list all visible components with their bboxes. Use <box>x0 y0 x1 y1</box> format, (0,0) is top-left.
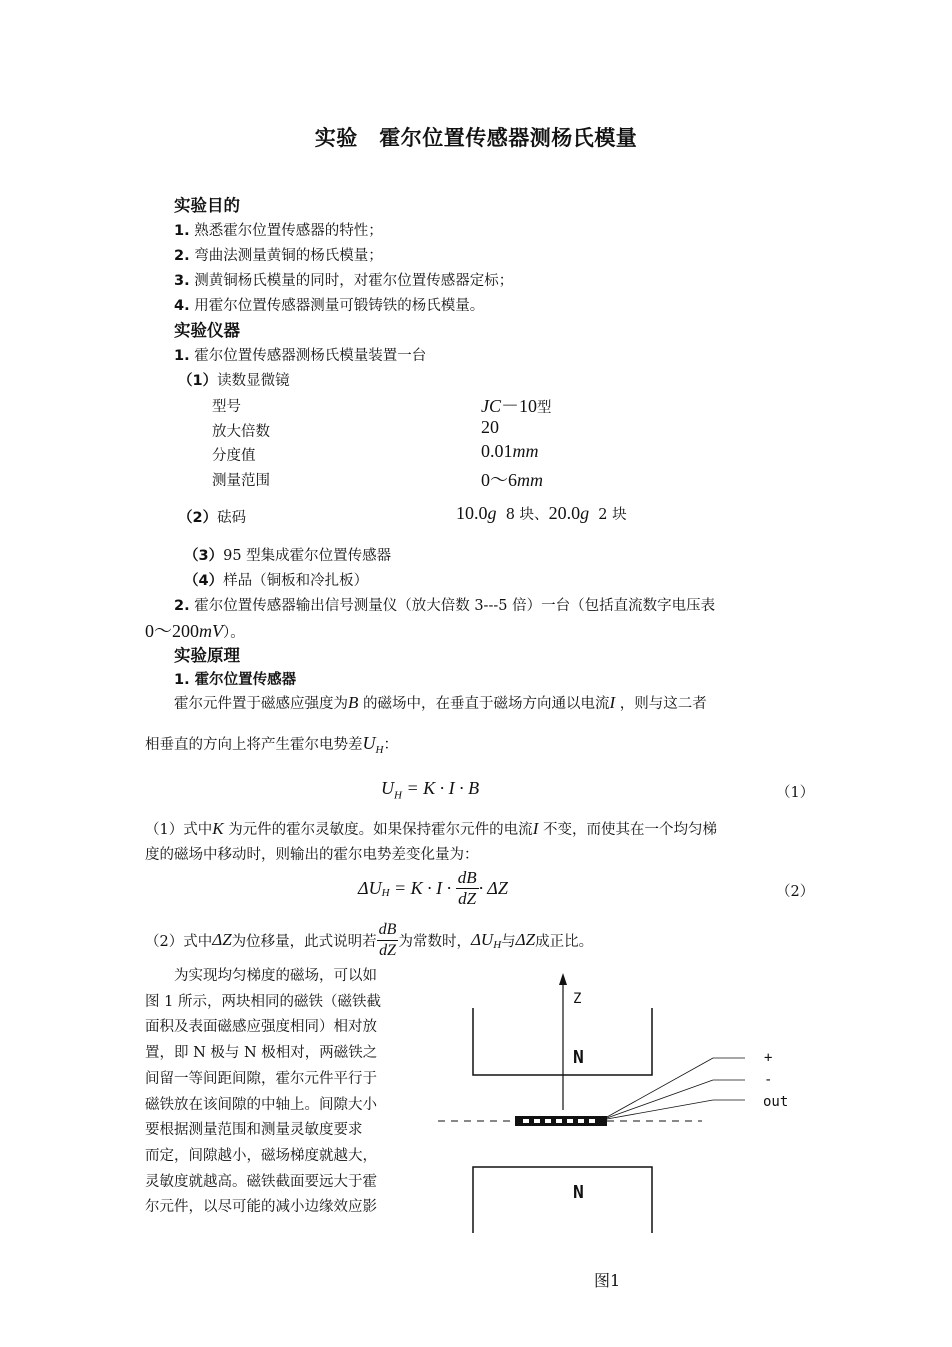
equation-1: $U_H = K \cdot I \cdot B$ <box>381 778 480 802</box>
magnet-bottom-label: N <box>573 1182 584 1203</box>
spec-value: 20 <box>481 417 499 437</box>
wire-out-label: out <box>763 1094 789 1110</box>
wire-minus-label: - <box>764 1072 773 1088</box>
page-title: 实验 霍尔位置传感器测杨氏模量 <box>314 126 638 150</box>
equation-number: （2） <box>776 884 815 900</box>
heading-instruments: 实验仪器 <box>174 321 240 340</box>
spec-label: 测量范围 <box>212 473 270 489</box>
instrument-item-2-cont: 0～200mV）。 <box>145 621 245 641</box>
figure-hall-magnets <box>430 965 810 1240</box>
heading-purpose: 实验目的 <box>174 196 240 215</box>
spec-value: 0～6mm <box>481 470 543 490</box>
magnet-bottom <box>473 1167 652 1233</box>
wire-plus-label: + <box>764 1050 773 1066</box>
instrument-sub-2: （2）砝码 <box>178 510 247 526</box>
z-axis-arrow-icon <box>559 973 567 985</box>
instrument-sub-4: （4）样品（铜板和冷扎板） <box>184 573 369 589</box>
subheading-hall-sensor: 1. 霍尔位置传感器 <box>174 672 297 688</box>
purpose-item: 1. 熟悉霍尔位置传感器的特性； <box>174 223 383 239</box>
instrument-item-1: 1. 霍尔位置传感器测杨氏模量装置一台 <box>174 348 427 364</box>
spec-label: 分度值 <box>212 448 256 464</box>
spec-label: 型号 <box>212 399 241 415</box>
principle-paragraph: 度的磁场中移动时，则输出的霍尔电势差变化量为： <box>145 847 479 863</box>
principle-paragraph: （1）式中K 为元件的霍尔灵敏度。如果保持霍尔元件的电流I 不变，而使其在一个均匀梯 <box>145 819 717 838</box>
purpose-item: 2. 弯曲法测量黄铜的杨氏模量； <box>174 248 383 264</box>
figure-caption: 图1 <box>594 1271 621 1290</box>
principle-paragraph: （2）式中 ΔZ 为位移量，此式说明若 $\frac{dB}{dZ}$ 为常数时， ΔU $_H$ 与 ΔZ 成正比。 <box>145 920 594 959</box>
heading-principle: 实验原理 <box>174 646 240 665</box>
wire-minus <box>607 1080 713 1118</box>
magnet-paragraph: 为实现均匀梯度的磁场，可以如 图 1 所示，两块相同的磁铁（磁铁截 面积及表面磁感应强度相同）相对放 置，即 N 极与 N 极相对，两磁铁之 间留一等间距间隙，霍尔元件平行于 磁铁放在该间隙的中轴上。间隙大小 要根据测量范围和测量灵敏度要求 而定，间隙越小，磁场梯度就越大， 灵敏度就越高。磁铁截面要远大于霍 尔元件，以尽可能的减小边缘效应影 <box>145 968 381 1216</box>
purpose-item: 4. 用霍尔位置传感器测量可锻铸铁的杨氏模量。 <box>174 298 485 314</box>
instrument-sub-3: （3）95 型集成霍尔位置传感器 <box>184 548 392 564</box>
principle-paragraph: 相垂直的方向上将产生霍尔电势差$U_H$： <box>145 733 398 756</box>
spec-value: 0.01mm <box>481 441 539 461</box>
spec-label: 放大倍数 <box>212 424 270 440</box>
wire-out <box>607 1100 713 1119</box>
z-axis-label: Z <box>573 991 582 1007</box>
instrument-item-2: 2. 霍尔位置传感器输出信号测量仪（放大倍数 3---5 倍）一台（包括直流数字电压表 <box>174 598 716 614</box>
equation-number: （1） <box>776 785 815 801</box>
fraction-dB-dZ: $\frac{dB}{dZ}$ <box>457 867 477 908</box>
spec-value: JC－10型 <box>481 396 552 416</box>
weights-value: 10.0g 8 块、20.0g 2 块 <box>456 503 627 523</box>
purpose-item: 3. 测黄铜杨氏模量的同时，对霍尔位置传感器定标； <box>174 273 514 289</box>
magnet-top-label: N <box>573 1047 584 1068</box>
principle-paragraph: 霍尔元件置于磁感应强度为B 的磁场中，在垂直于磁场方向通以电流I ，则与这二者 <box>174 693 707 712</box>
equation-2: ΔU $_H$ = K · I · $\frac{dB}{dZ}$ · ΔZ <box>358 867 508 908</box>
instrument-sub-1: （1）读数显微镜 <box>178 373 290 389</box>
wire-plus <box>607 1058 713 1117</box>
